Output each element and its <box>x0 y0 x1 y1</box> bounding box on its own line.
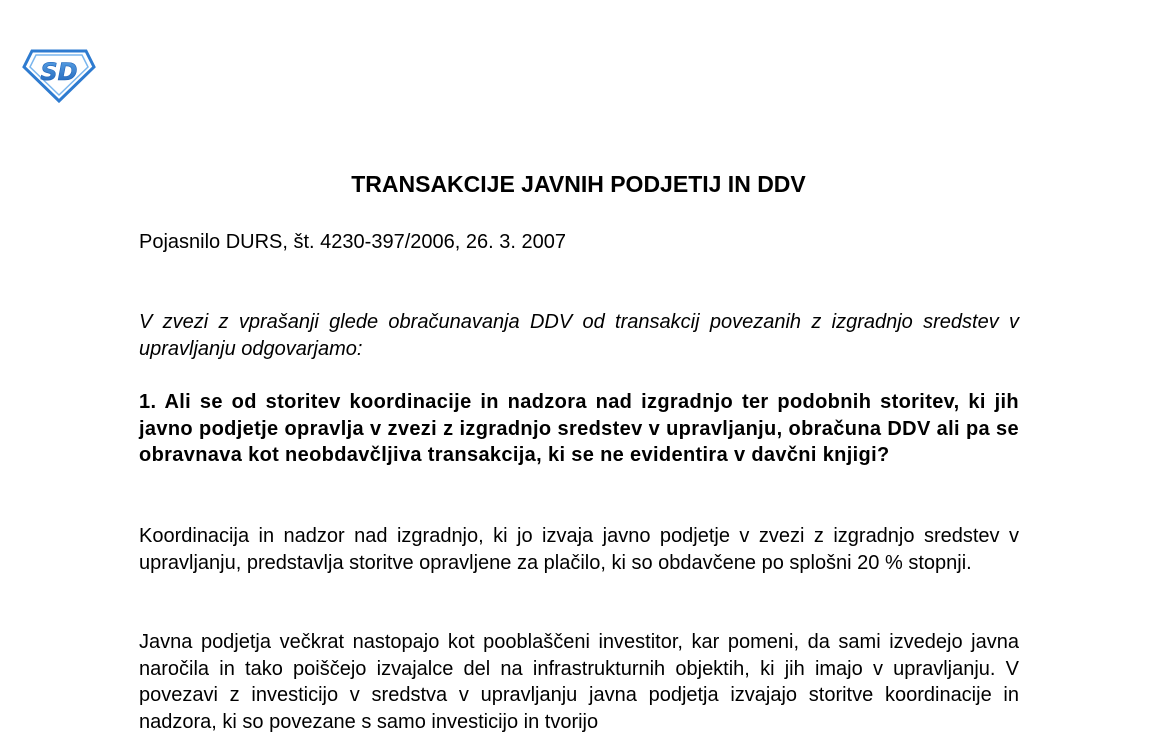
answer-paragraph-1: Koordinacija in nadzor nad izgradnjo, ki jo izvaja javno podjetje v zvezi z izgradnjo sredstev v upravljanju, predstavlja storitve opravljene za plačilo, ki so obdavčene po splošni 20 % stopnji. <box>139 525 1019 574</box>
answer-paragraph-2: Javna podjetja večkrat nastopajo kot pooblaščeni investitor, kar pomeni, da sami izvedejo javna naročila in tako poiščejo izvajalce del na infrastrukturnih objektih, ki jih imajo v upravljanju. V povezavi z investicijo v sredstva v upravljanju javna podjetja izvajajo storitve koordinacije in nadzora, ki so povezane s samo investicijo in tvorijo <box>139 631 1019 733</box>
question-paragraph: 1. Ali se od storitev koordinacije in nadzora nad izgradnjo ter podobnih storitev, ki jih javno podjetje opravlja v zvezi z izgradnjo sredstev v upravljanju, obračuna DDV ali pa se obravnava kot neobdavčljiva transakcija, ki se ne evidentira v davčni knjigi? <box>139 391 1019 466</box>
sd-diamond-logo-icon <box>22 47 96 103</box>
intro-paragraph: V zvezi z vprašanji glede obračunavanja DDV od transakcij povezanih z izgradnjo sredstev v upravljanju odgovarjamo: <box>139 311 1019 360</box>
document-reference: Pojasnilo DURS, št. 4230-397/2006, 26. 3. 2007 <box>139 231 566 253</box>
svg-text:SD: SD <box>40 58 78 86</box>
page-title: TRANSAKCIJE JAVNIH PODJETIJ IN DDV <box>351 171 806 197</box>
